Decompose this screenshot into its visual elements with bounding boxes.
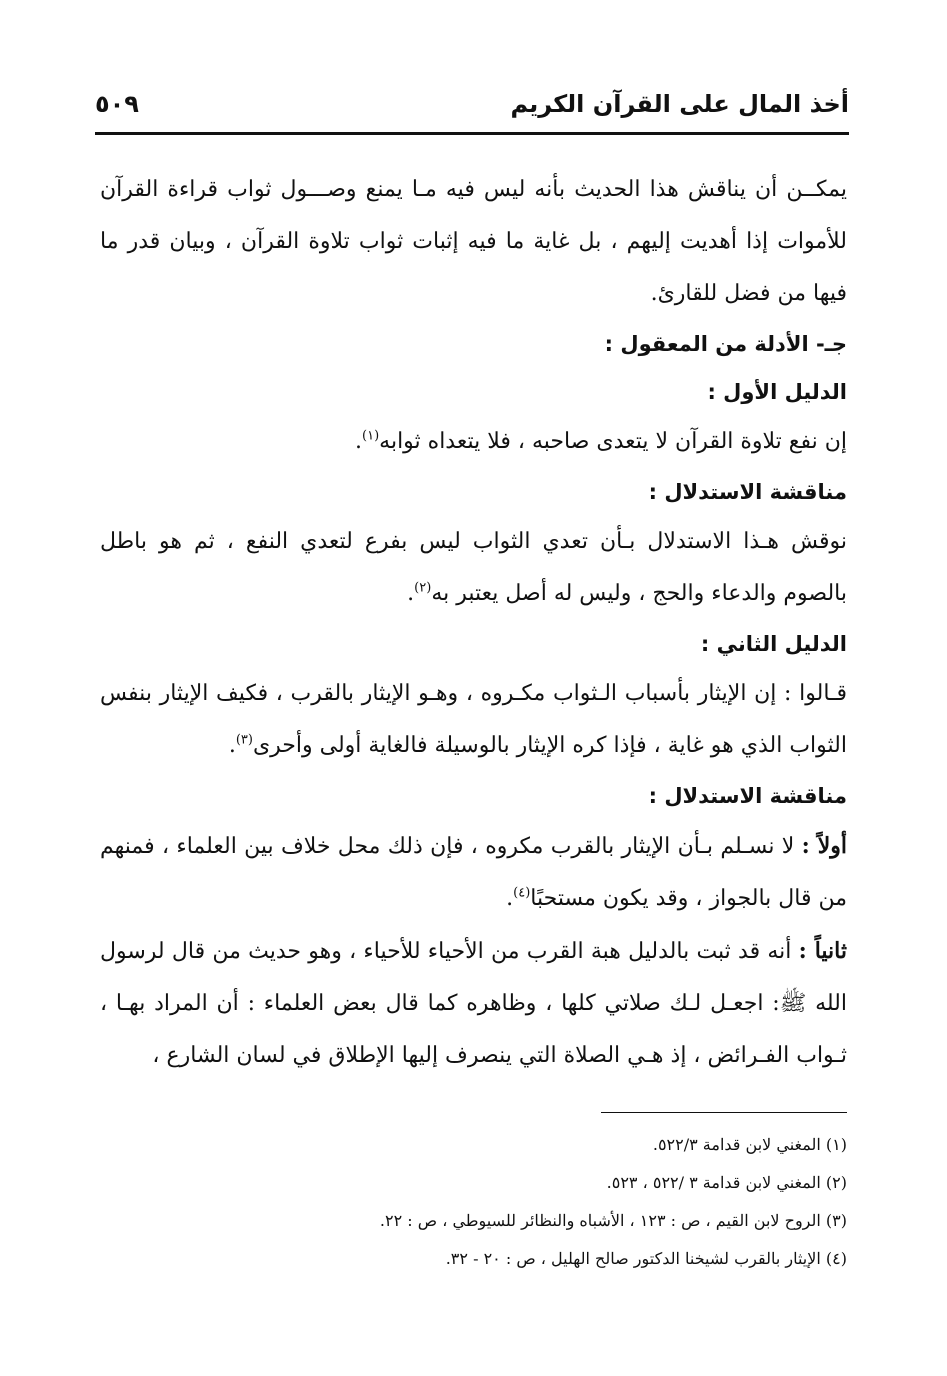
paragraph: إن نفع تلاوة القرآن لا يتعدى صاحبه ، فلا يتعداه ثوابه$^{(١)}$. (355, 428, 847, 454)
paragraph-lead: ثانياً : (798, 938, 847, 964)
section-heading: جـ- الأدلة من المعقول : (604, 332, 847, 356)
paragraph-text: لا نسـلم بـأن الإيثار بالقرب مكروه ، فإن ذلك محل خلاف بين العلماء ، فمنهم من قال بالجواز ، وقد يكون مستحبًا (100, 834, 847, 911)
paragraph: قـالوا : إن الإيثار بأسباب الـثواب مكـروه ، وهـو الإيثار بالقرب ، فكيف الإيثار بنفس الثواب الذي هو غاية ، فإذا كره الإيثار بالوسيلة فالغاية أولى وأحرى$^{(٣)}$. (100, 681, 847, 758)
paragraph-text: إن نفع تلاوة القرآن لا يتعدى صاحبه ، فلا يتعداه ثوابه (379, 429, 847, 454)
paragraph-text: قـالوا : إن الإيثار بأسباب الـثواب مكـروه ، وهـو الإيثار بالقرب ، فكيف الإيثار بنفس الثواب الذي هو غاية ، فإذا كره الإيثار بالوسيلة فالغاية أولى وأحرى (100, 681, 847, 758)
subheading: مناقشة الاستدلال : (648, 480, 847, 504)
paragraph: يمكــن أن يناقش هذا الحديث بأنه ليس فيه مـا يمنع وصـــول ثواب قراءة القرآن للأموات إذا أهديت إليهم ، بل غاية ما فيه إثبات ثواب تلاوة القرآن ، وبيان قدر ما فيها من فضل للقارئ. (100, 177, 847, 306)
footnotes-list (100, 1126, 847, 1278)
paragraph (100, 925, 847, 1082)
paragraph-text: نوقش هـذا الاستدلال بـأن تعدي الثواب ليس بفرع لتعدي النفع ، ثم هو باطل بالصوم والدعاء والحج ، وليس له أصل يعتبر به (100, 529, 847, 606)
subheading: الدليل الأول : (707, 380, 847, 404)
footnote-ref[interactable]: (١) (362, 428, 380, 444)
paragraph-lead: أولاً : (801, 833, 847, 859)
footnote-ref[interactable]: (٤) (513, 885, 531, 901)
footnote-item: (٣) الروح لابن القيم ، ص : ١٢٣ ، الأشباه والنظائر للسيوطي ، ص : ٢٢. (379, 1211, 847, 1230)
main-text (100, 164, 847, 1082)
subheading: الدليل الثاني : (700, 632, 847, 656)
footnote-item: (٢) المغني لابن قدامة ٣ /٥٢٢ ، ٥٢٣. (606, 1173, 847, 1192)
footnote-ref[interactable]: (٣) (235, 732, 253, 748)
paragraph: أولاً : لا نسـلم بـأن الإيثار بالقرب مكروه ، فإن ذلك محل خلاف بين العلماء ، فمنهم من قال بالجواز ، وقد يكون مستحبًا$^{(٤)}$. (100, 833, 847, 911)
footnote-ref[interactable]: (٢) (414, 580, 432, 596)
page-number: ٥٠٩ (95, 90, 139, 118)
running-title: أخذ المال على القرآن الكريم (510, 90, 849, 118)
footnote-item: (١) المغني لابن قدامة ٥٢٢/٣. (652, 1135, 847, 1154)
footnote-item: (٤) الإيثار بالقرب لشيخنا الدكتور صالح الهليل ، ص : ٢٠ - ٣٢. (445, 1249, 847, 1268)
footnote-separator (601, 1112, 847, 1113)
paragraph-text: أنه قد ثبت بالدليل هبة القرب من الأحياء للأحياء ، وهو حديث من قال لرسول الله ﷺ: اجعـل لـك صلاتي كلها ، وظاهره كما قال بعض العلماء : أن المراد بهـا ، ثـواب الفـرائض ، إذ هـي الصلاة التي ينصرف إليها الإطلاق في لسان الشارع ، (100, 939, 847, 1068)
subheading: مناقشة الاستدلال : (648, 784, 847, 808)
page-header (95, 86, 849, 135)
paragraph: نوقش هـذا الاستدلال بـأن تعدي الثواب ليس بفرع لتعدي النفع ، ثم هو باطل بالصوم والدعاء والحج ، وليس له أصل يعتبر به$^{(٢)}$. (100, 529, 847, 606)
